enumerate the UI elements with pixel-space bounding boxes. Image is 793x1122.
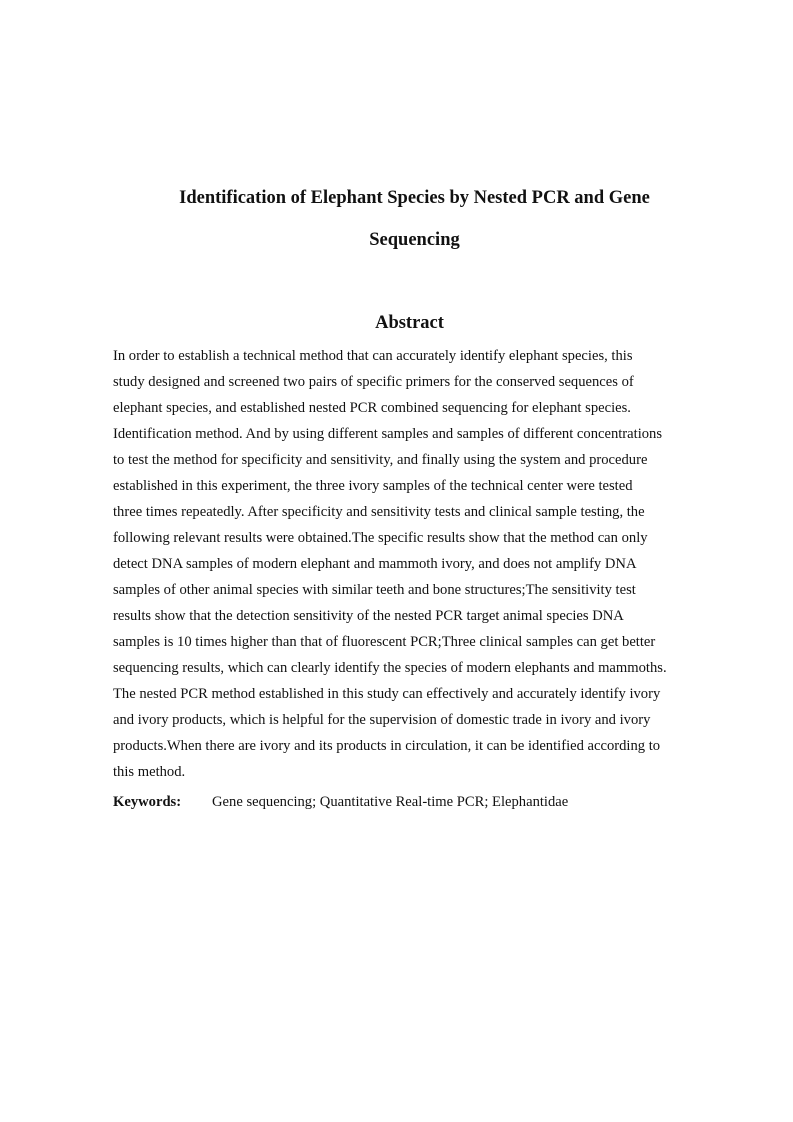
abstract-line: sequencing results, which can clearly identify the species of modern elephants and mammoths.: [113, 660, 667, 676]
abstract-line: products.When there are ivory and its products in circulation, it can be identified according to: [113, 738, 661, 754]
abstract-line: and ivory products, which is helpful for the supervision of domestic trade in ivory and ivory: [113, 712, 651, 728]
abstract-line: results show that the detection sensitivity of the nested PCR target animal species DNA: [113, 608, 624, 624]
abstract-line: this method.: [113, 764, 186, 780]
abstract-body: [113, 346, 753, 788]
paper-title-line-2: Sequencing: [369, 230, 460, 250]
abstract-line: The nested PCR method established in this study can effectively and accurately identify ivory: [113, 686, 661, 702]
abstract-line: study designed and screened two pairs of specific primers for the conserved sequences of: [113, 374, 634, 390]
abstract-line: samples is 10 times higher than that of fluorescent PCR;Three clinical samples can get better: [113, 634, 656, 650]
abstract-heading: Abstract: [375, 313, 444, 333]
abstract-line: three times repeatedly. After specificity and sensitivity tests and clinical sample testing, the: [113, 504, 645, 520]
abstract-line: following relevant results were obtained.The specific results show that the method can only: [113, 530, 648, 546]
keywords-label: Keywords:: [113, 794, 182, 810]
abstract-line: to test the method for specificity and sensitivity, and finally using the system and procedure: [113, 452, 648, 468]
abstract-line: detect DNA samples of modern elephant and mammoth ivory, and does not amplify DNA: [113, 556, 637, 572]
abstract-line: In order to establish a technical method that can accurately identify elephant species, this: [113, 348, 633, 364]
abstract-line: Identification method. And by using different samples and samples of different concentrations: [113, 426, 663, 442]
abstract-line: established in this experiment, the three ivory samples of the technical center were tested: [113, 478, 633, 494]
keywords-row: [113, 792, 568, 812]
keywords-value: Gene sequencing; Quantitative Real-time PCR; Elephantidae: [212, 794, 569, 810]
abstract-line: samples of other animal species with similar teeth and bone structures;The sensitivity test: [113, 582, 636, 598]
abstract-line: elephant species, and established nested PCR combined sequencing for elephant species.: [113, 400, 631, 416]
paper-title-line-1: Identification of Elephant Species by Nested PCR and Gene: [179, 188, 650, 208]
